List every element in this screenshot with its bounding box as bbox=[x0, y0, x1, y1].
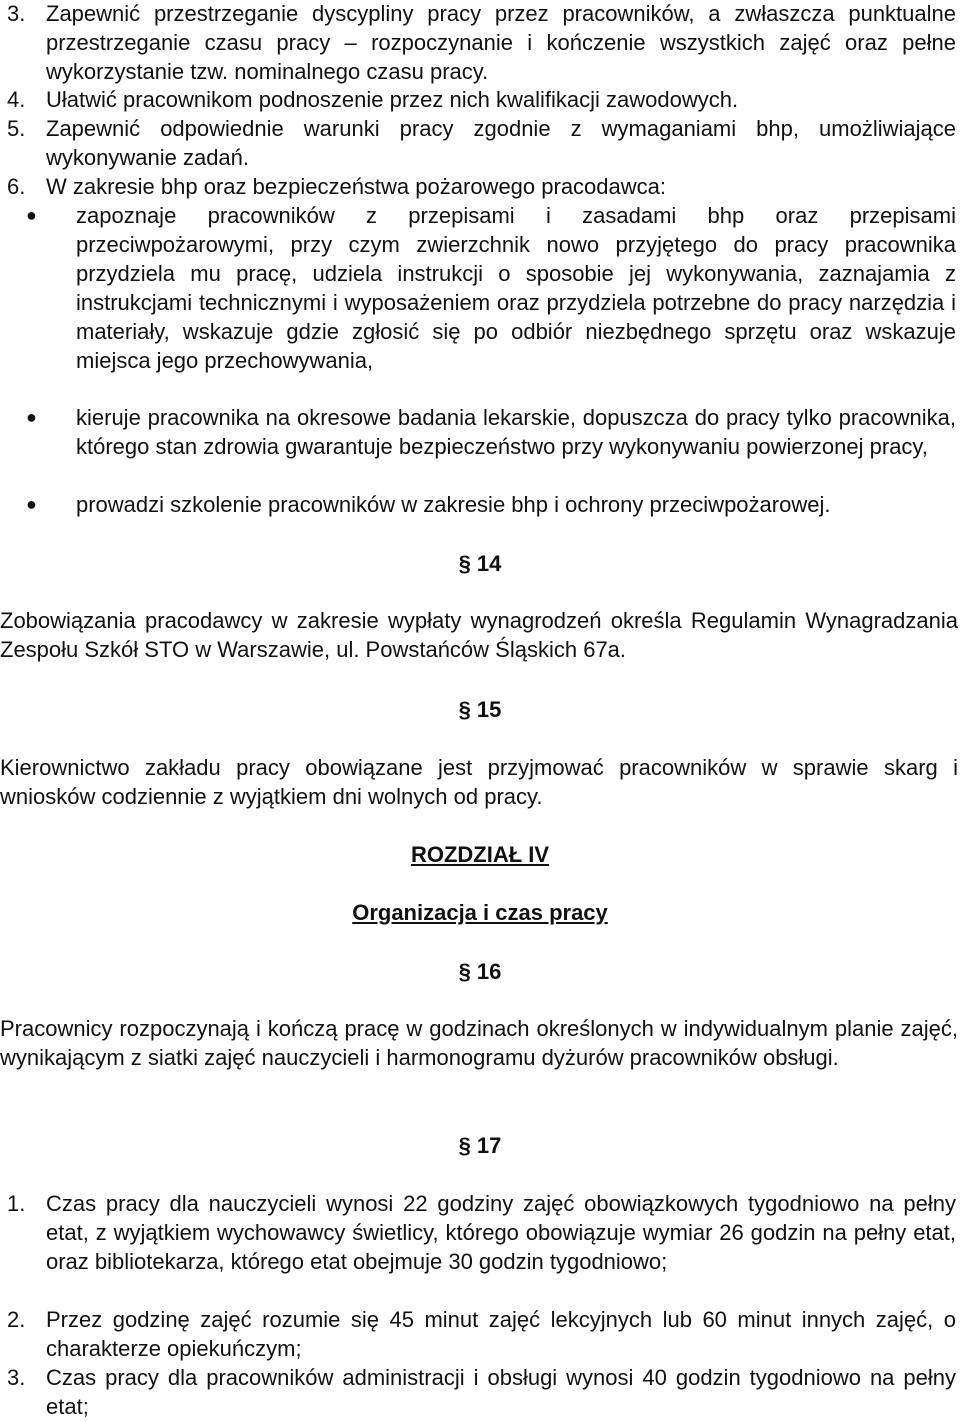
chapter-title: ROZDZIAŁ IV bbox=[410, 842, 550, 867]
bullet-icon: ● bbox=[26, 407, 37, 427]
item-text: Zapewnić odpowiednie warunki pracy zgodnie z wymaganiami bhp, umożliwiające wykonywanie zadań. bbox=[46, 116, 956, 170]
item-number: 1. bbox=[7, 1191, 26, 1216]
item-number: 5. bbox=[7, 116, 26, 141]
item-text: Zapewnić przestrzeganie dyscypliny pracy przez pracowników, a zwłaszcza punktualne przestrzeganie czasu pracy – rozpoczynanie i kończenie wszystkich zajęć oraz pełne wykorzystanie tzw. nominalnego czasu pracy. bbox=[46, 1, 956, 84]
item-text: Czas pracy dla pracowników administracji i obsługi wynosi 40 godzin tygodniowo na pełny etat; bbox=[46, 1365, 956, 1419]
item-number: 3. bbox=[7, 1365, 26, 1390]
item-number: 2. bbox=[7, 1307, 26, 1332]
section-paragraph: Kierownictwo zakładu pracy obowiązane jest przyjmować pracowników w sprawie skarg i wniosków codziennie z wyjątkiem dni wolnych od pracy. bbox=[0, 755, 958, 809]
item-text: Ułatwić pracownikom podnoszenie przez nich kwalifikacji zawodowych. bbox=[46, 87, 739, 112]
bullet-item bbox=[0, 490, 960, 520]
list-item bbox=[0, 1363, 960, 1422]
list-item bbox=[0, 0, 960, 89]
bullet-item bbox=[0, 201, 960, 406]
section-paragraph: Pracownicy rozpoczynają i kończą pracę w godzinach określonych w indywidualnym planie zajęć, wynikającym z siatki zajęć nauczycieli i harmonogramu dyżurów pracowników obsługi. bbox=[0, 1016, 958, 1070]
item-number: 3. bbox=[7, 1, 26, 26]
item-text: Czas pracy dla nauczycieli wynosi 22 godziny zajęć obowiązkowych tygodniowo na pełny etat, z wyjątkiem wychowawcy świetlicy, którego obowiązuje wymiar 26 godzin na pełny etat, oraz bibliotekarza, którego etat obejmuje 30 godzin tygodniowo; bbox=[46, 1191, 956, 1274]
list-item bbox=[0, 1305, 960, 1365]
section-paragraph: Zobowiązania pracodawcy w zakresie wypłaty wynagrodzeń określa Regulamin Wynagradzania Zespołu Szkół STO w Warszawie, ul. Powstańców Śląskich 67a. bbox=[0, 608, 958, 662]
list-item bbox=[0, 85, 960, 115]
list-item bbox=[0, 1189, 960, 1307]
item-text: Przez godzinę zajęć rozumie się 45 minut zajęć lekcyjnych lub 60 minut innych zajęć, o charakterze opiekuńczym; bbox=[46, 1307, 956, 1361]
section-heading: § 17 bbox=[458, 1133, 502, 1158]
item-text: W zakresie bhp oraz bezpieczeństwa pożarowego pracodawca: bbox=[46, 174, 666, 199]
bullet-text: kieruje pracownika na okresowe badania lekarskie, dopuszcza do pracy tylko pracownika, którego stan zdrowia gwarantuje bezpieczeństwo przy wykonywaniu powierzonej pracy, bbox=[76, 405, 956, 459]
bullet-icon: ● bbox=[26, 494, 37, 514]
bullet-item bbox=[0, 403, 960, 493]
bullet-icon: ● bbox=[26, 205, 37, 225]
bullet-text: zapoznaje pracowników z przepisami i zasadami bhp oraz przepisami przeciwpożarowymi, przy czym zwierzchnik nowo przyjętego do pracy pracownika przydziela mu pracę, udziela instrukcji o sposobie jej wykonywania, zaznajamia z instrukcjami technicznymi i wyposażeniem oraz przydziela potrzebne do pracy narzędzia i materiały, wskazuje gdzie zgłosić się po odbiór niezbędnego sprzętu oraz wskazuje miejsca jego przechowywania, bbox=[76, 203, 956, 373]
item-number: 6. bbox=[7, 174, 26, 199]
section-heading: § 16 bbox=[458, 959, 502, 984]
section-heading: § 15 bbox=[458, 697, 502, 722]
section-heading: § 14 bbox=[458, 551, 502, 576]
list-item bbox=[0, 114, 960, 174]
bullet-text: prowadzi szkolenie pracowników w zakresie bhp i ochrony przeciwpożarowej. bbox=[76, 492, 831, 517]
chapter-subtitle: Organizacja i czas pracy bbox=[352, 900, 608, 925]
item-number: 4. bbox=[7, 87, 26, 112]
list-item bbox=[0, 172, 960, 202]
